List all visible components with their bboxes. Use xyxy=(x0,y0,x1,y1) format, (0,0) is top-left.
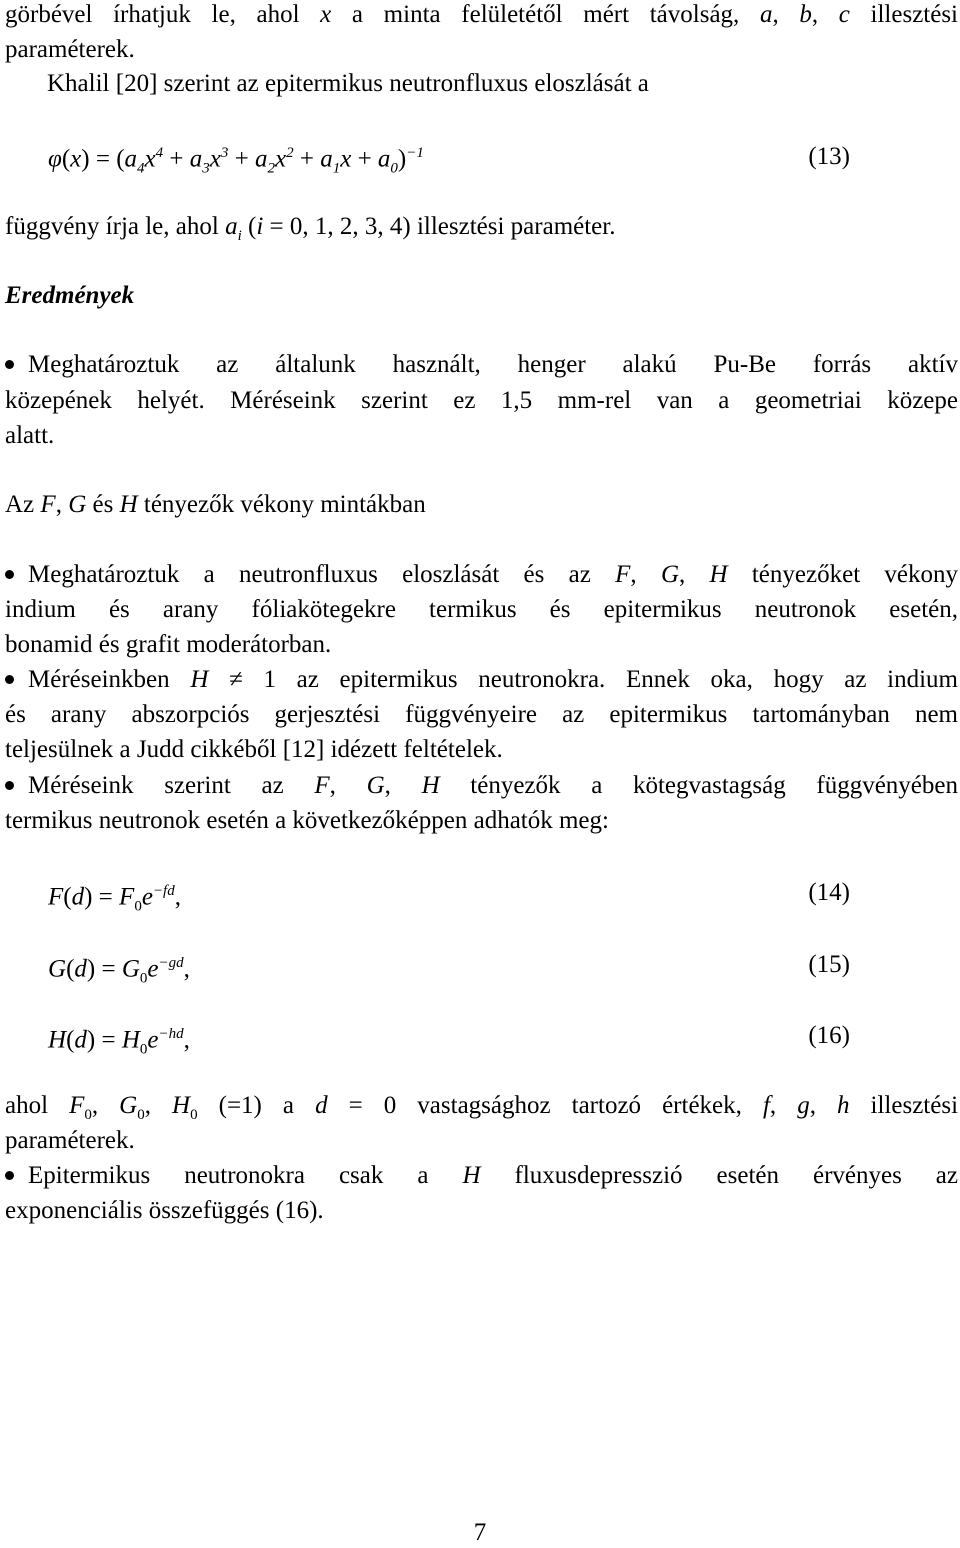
equation-13: $\varphi(x) = (a_4x^4 + a_3x^3 + a_2x^2 + a_1x + a_0)^{-1}$ xyxy=(48,145,424,177)
list-item: Meghatároztuk az általunk használt, henger alakú Pu-Be forrás aktív xyxy=(5,350,958,380)
list-item: Epitermikus neutronokra csak a H fluxusdepresszió esetén érvényes az xyxy=(5,1161,958,1191)
text-line: alatt. xyxy=(5,422,55,449)
bullet-icon xyxy=(5,360,14,369)
text-line: paraméterek. xyxy=(5,1127,135,1154)
text-line: ahol $F_0$, $G_0$, $H_0$ (=1) a d = 0 vastagsághoz tartozó értékek, f, g, h illesztési xyxy=(5,1092,959,1123)
equation-number: (13) xyxy=(808,143,850,170)
equation-number: (14) xyxy=(808,879,850,906)
bullet-icon xyxy=(5,781,14,790)
text-line: termikus neutronok esetén a következőképpen adhatók meg: xyxy=(5,807,609,834)
equation-16: $H(d) = H_0e^{-hd}$, xyxy=(48,1026,190,1058)
text-line: exponenciális összefüggés (16). xyxy=(5,1197,324,1224)
text-line: indium és arany fóliakötegekre termikus és epitermikus neutronok esetén, xyxy=(5,596,958,623)
equation-number: (16) xyxy=(808,1022,850,1049)
bullet-icon xyxy=(5,675,14,684)
text-line: Khalil [20] szerint az epitermikus neutronfluxus eloszlását a xyxy=(47,70,649,97)
bullet-icon xyxy=(5,570,14,579)
text-line: paraméterek. xyxy=(5,36,135,63)
text-line: és arany abszorpciós gerjesztési függvényeire az epitermikus tartományban nem xyxy=(5,701,958,728)
text-line: görbével írhatjuk le, ahol x a minta felületétől mért távolság, a, b, c illesztési xyxy=(5,1,959,28)
section-heading: Eredmények xyxy=(5,282,135,309)
text-line: bonamid és grafit moderátorban. xyxy=(5,631,332,658)
list-item: Méréseinkben H ≠ 1 az epitermikus neutronokra. Ennek oka, hogy az indium xyxy=(5,665,958,695)
list-item: Méréseink szerint az F, G, H tényezők a kötegvastagság függvényében xyxy=(5,771,958,801)
page-number: 7 xyxy=(473,1519,487,1546)
text-line: függvény írja le, ahol $a_i$ (i = 0, 1, 2, 3, 4) illesztési paraméter. xyxy=(5,213,616,244)
text-line: teljesülnek a Judd cikkéből [12] idézett feltételek. xyxy=(5,736,503,763)
bullet-icon xyxy=(5,1171,14,1180)
equation-15: $G(d) = G_0e^{-gd}$, xyxy=(48,955,190,987)
subsection-title: Az F, G és H tényezők vékony mintákban xyxy=(5,491,426,518)
equation-14: $F(d) = F_0e^{-fd}$, xyxy=(48,883,181,915)
text-line: közepének helyét. Méréseink szerint ez 1,5 mm-rel van a geometriai közepe xyxy=(5,387,958,414)
list-item: Meghatároztuk a neutronfluxus eloszlását és az F, G, H tényezőket vékony xyxy=(5,560,958,590)
equation-number: (15) xyxy=(808,951,850,978)
